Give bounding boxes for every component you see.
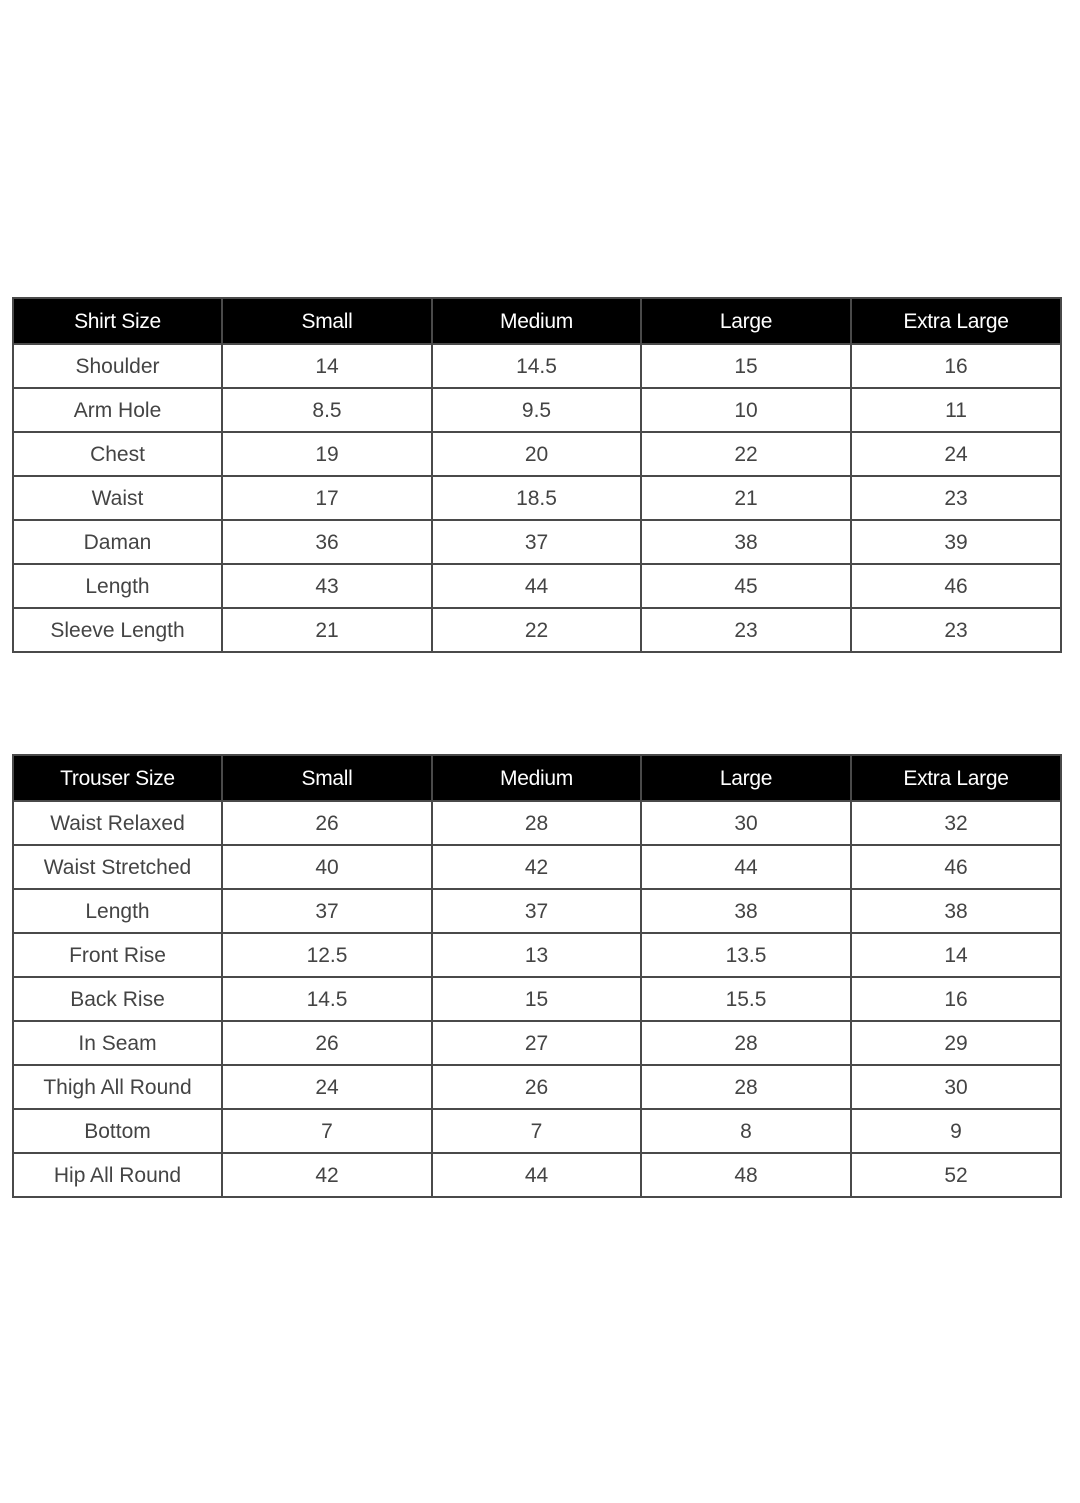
table-cell: 18.5 [432, 476, 641, 520]
table-cell: 30 [641, 801, 851, 845]
table-cell: 43 [222, 564, 432, 608]
table-cell: 9.5 [432, 388, 641, 432]
trouser-table-body [13, 801, 1061, 1197]
table-cell: 26 [222, 1021, 432, 1065]
table-cell: 42 [222, 1153, 432, 1197]
shirt-header-row [13, 298, 1061, 344]
table-row [13, 476, 1061, 520]
table-cell: 38 [641, 889, 851, 933]
trouser-header-row [13, 755, 1061, 801]
table-row [13, 1153, 1061, 1197]
table-row [13, 520, 1061, 564]
table-cell: 19 [222, 432, 432, 476]
table-cell: 38 [641, 520, 851, 564]
table-cell: 13 [432, 933, 641, 977]
table-cell: 52 [851, 1153, 1061, 1197]
table-row [13, 388, 1061, 432]
table-cell: 26 [222, 801, 432, 845]
table-cell: 14 [222, 344, 432, 388]
shirt-table-header [13, 298, 1061, 344]
shirt-header-cell: Shirt Size [13, 298, 222, 344]
table-cell: 17 [222, 476, 432, 520]
table-cell: 45 [641, 564, 851, 608]
table-cell: 15 [641, 344, 851, 388]
table-cell: 28 [641, 1021, 851, 1065]
table-cell: 16 [851, 977, 1061, 1021]
table-cell: 14.5 [222, 977, 432, 1021]
table-cell: 10 [641, 388, 851, 432]
table-row [13, 344, 1061, 388]
measurement-label: Hip All Round [13, 1153, 222, 1197]
table-cell: 36 [222, 520, 432, 564]
table-cell: 37 [222, 889, 432, 933]
measurement-label: Shoulder [13, 344, 222, 388]
table-cell: 29 [851, 1021, 1061, 1065]
table-cell: 24 [222, 1065, 432, 1109]
table-row [13, 1109, 1061, 1153]
table-cell: 37 [432, 520, 641, 564]
shirt-header-cell: Medium [432, 298, 641, 344]
table-cell: 8.5 [222, 388, 432, 432]
table-row [13, 933, 1061, 977]
measurement-label: Bottom [13, 1109, 222, 1153]
trouser-header-cell: Large [641, 755, 851, 801]
table-cell: 21 [222, 608, 432, 652]
table-cell: 23 [851, 476, 1061, 520]
trouser-header-cell: Extra Large [851, 755, 1061, 801]
shirt-size-table [12, 297, 1062, 653]
table-cell: 13.5 [641, 933, 851, 977]
table-row [13, 1065, 1061, 1109]
measurement-label: Waist Stretched [13, 845, 222, 889]
table-row [13, 801, 1061, 845]
measurement-label: Front Rise [13, 933, 222, 977]
table-cell: 16 [851, 344, 1061, 388]
table-cell: 48 [641, 1153, 851, 1197]
measurement-label: Waist Relaxed [13, 801, 222, 845]
table-cell: 14.5 [432, 344, 641, 388]
table-cell: 28 [432, 801, 641, 845]
shirt-header-cell: Small [222, 298, 432, 344]
table-cell: 26 [432, 1065, 641, 1109]
measurement-label: In Seam [13, 1021, 222, 1065]
table-row [13, 1021, 1061, 1065]
table-cell: 44 [641, 845, 851, 889]
shirt-table-body [13, 344, 1061, 652]
trouser-size-table [12, 754, 1062, 1198]
trouser-header-cell: Medium [432, 755, 641, 801]
table-cell: 46 [851, 845, 1061, 889]
table-cell: 44 [432, 1153, 641, 1197]
table-row [13, 845, 1061, 889]
trouser-header-cell: Small [222, 755, 432, 801]
measurement-label: Waist [13, 476, 222, 520]
table-row [13, 432, 1061, 476]
table-cell: 42 [432, 845, 641, 889]
table-cell: 23 [641, 608, 851, 652]
table-cell: 21 [641, 476, 851, 520]
measurement-label: Length [13, 889, 222, 933]
table-cell: 28 [641, 1065, 851, 1109]
table-row [13, 977, 1061, 1021]
table-cell: 15 [432, 977, 641, 1021]
table-cell: 40 [222, 845, 432, 889]
measurement-label: Sleeve Length [13, 608, 222, 652]
measurement-label: Thigh All Round [13, 1065, 222, 1109]
measurement-label: Arm Hole [13, 388, 222, 432]
table-cell: 12.5 [222, 933, 432, 977]
measurement-label: Daman [13, 520, 222, 564]
table-cell: 7 [432, 1109, 641, 1153]
table-cell: 30 [851, 1065, 1061, 1109]
table-cell: 39 [851, 520, 1061, 564]
table-cell: 8 [641, 1109, 851, 1153]
table-cell: 9 [851, 1109, 1061, 1153]
table-cell: 23 [851, 608, 1061, 652]
shirt-header-cell: Extra Large [851, 298, 1061, 344]
table-cell: 14 [851, 933, 1061, 977]
table-row [13, 608, 1061, 652]
shirt-header-cell: Large [641, 298, 851, 344]
table-cell: 38 [851, 889, 1061, 933]
table-row [13, 564, 1061, 608]
table-cell: 20 [432, 432, 641, 476]
table-cell: 15.5 [641, 977, 851, 1021]
measurement-label: Chest [13, 432, 222, 476]
table-cell: 32 [851, 801, 1061, 845]
table-row [13, 889, 1061, 933]
table-cell: 7 [222, 1109, 432, 1153]
table-cell: 22 [432, 608, 641, 652]
trouser-table-header [13, 755, 1061, 801]
trouser-header-cell: Trouser Size [13, 755, 222, 801]
table-cell: 46 [851, 564, 1061, 608]
table-cell: 37 [432, 889, 641, 933]
table-cell: 44 [432, 564, 641, 608]
measurement-label: Back Rise [13, 977, 222, 1021]
table-cell: 27 [432, 1021, 641, 1065]
table-cell: 24 [851, 432, 1061, 476]
table-cell: 11 [851, 388, 1061, 432]
table-cell: 22 [641, 432, 851, 476]
measurement-label: Length [13, 564, 222, 608]
